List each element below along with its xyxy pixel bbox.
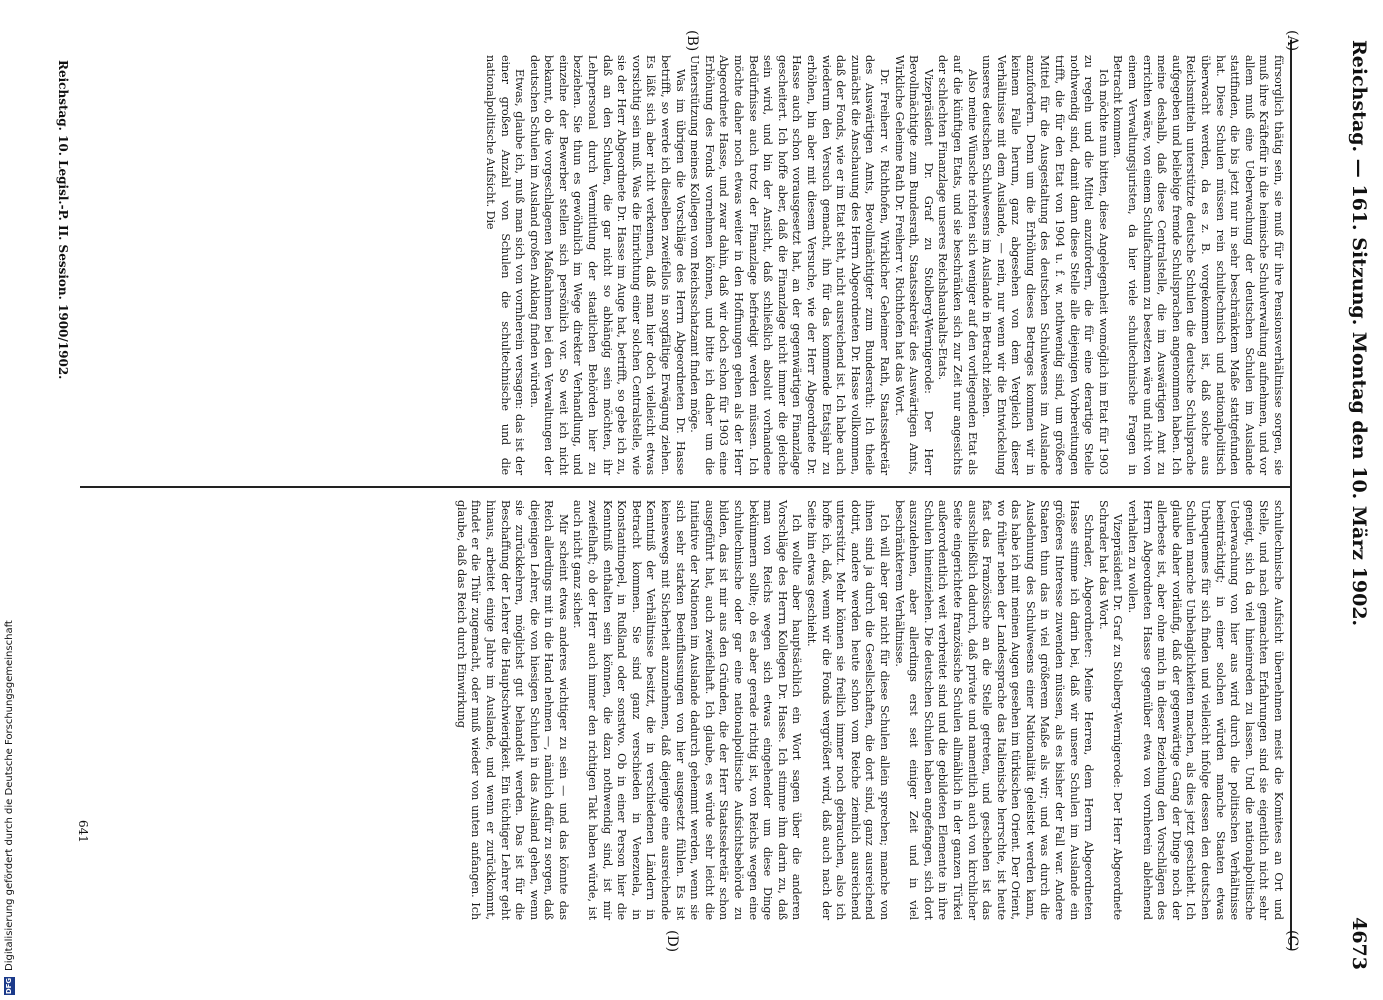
paragraph: Mir scheint etwas anderes wichtiger zu sein — und das könnte das Reich allerdings mit in die Hand nehmen —, nämlich dafür zu sorgen, daß diejenigen Lehrer, die von hiesigen Schulen in das Ausland gehen, wenn sie zurückkehren, möglichst gut behandelt werden. Das ist für die Beschaffung der Lehrer die Hauptschwierigkeit. Ein tüchtiger Lehrer geht hinaus, arbeitet einige Jahre im Auslande, und wenn er zurückkommt, findet er die Thür zugemacht, oder muß wieder von unten anfangen. Ich glaube, daß das Reich durch Einwirkung [454, 500, 570, 920]
paragraph: Vizepräsident Dr. Graf zu Stolberg-Wernigerode: Der Herr Abgeordnete Schrader hat das Wort. [1096, 500, 1125, 920]
paragraph: Ich wollte aber hauptsächlich ein Wort sagen über die anderen Vorschläge des Herrn Kollegen Dr. Hasse. Ich stimme ihm darin zu, daß man von Reichs wegen sich etwas eingehender um diese Dinge bekümmern sollte; ob es aber gerade richtig ist, von Reichs wegen eine schultechnische oder gar eine nationalpolitische Aufsichtsbehörde zu bilden, das ist mir aus den Gründen, die der Herr Staatssekretär schon ausgeführt hat, auch zweifelhaft. Ich glaube, es würde sehr leicht die Initiative der Nationen im Auslande dadurch gehemmt werden, wenn sie sich sehr starken Beeinflussungen von hier ausgesetzt fühlen. Es ist keineswegs mit Sicherheit anzunehmen, daß diejenige eine ausreichende Kenntniß der Verhältnisse besitzt, die in verschiedenen Ländern in Betracht kommen. Sie sind ganz verschieden in Venezuela, in Konstantinopel, in Rußland oder sonstwo. Ob in einer Person hier die Kenntniß enthalten sein können, die dazu nothwendig sind, ist mir zweifelhaft; ob der Herr auch immer den richtigen Takt haben würde, ist auch nicht ganz sicher. [571, 500, 804, 920]
header-title: Reichstag. — 161. Sitzung. Montag den 10. März 1902. [1348, 40, 1370, 627]
paragraph: Was im übrigen die Vorschläge des Herrn Abgeordneten Dr. Hasse betrifft, so werde ich dieselben zweifellos in sorgfältige Erwägung ziehen. Es läßt sich aber nicht verkennen, daß man hier doch vielleicht etwas vorsichtig sein muß. Was die Einrichtung einer solchen Centralstelle, wie sie der Herr Abgeordnete Dr. Hasse im Auge hat, betrifft, so gebe ich zu, daß an den Schulen, die gar nicht so abhängig sein möchten, ihr Lehrpersonal durch Vermittlung der staatlichen Behörden hier zu beziehen. Sie thun es gewöhnlich im Wege direkter Verhandlung, und einzelne der Bewerber stellen sich persönlich vor. So weit ich nicht bekannt, ob die vorgeschlagenen Maßnahmen bei den Verwaltungen der deutschen Schulen im Ausland großen Anklang finden würden. [527, 55, 687, 475]
paragraph: Ich will aber gar nicht für diese Schulen allein sprechen; manche von ihnen sind ja durch die Gesellschaften, die dort sind, ganz ausreichend dotirt, andere werden heute schon vom Reiche ziemlich ausreichend unterstützt. Mehr können sie freilich immer noch gebrauchen, also ich hoffe ich, daß, wenn wir die Fonds vergrößert wird, daß auch nach der Seite hin etwas geschieht. [805, 500, 891, 920]
header-page-number: 4673 [1348, 917, 1370, 970]
footer-page-number: 641 [76, 820, 90, 843]
margin-marker-b: (B) [684, 30, 700, 52]
text-column-right [85, 500, 1285, 920]
header-rule [1290, 40, 1292, 950]
paragraph: schultechnische Aufsicht übernehmen meist die Komitees an Ort und Stelle, und nach gemachten Erfahrungen sind sie eigentlich nicht sehr geneigt, sich da viel hineinreden zu lassen. Und die nationalpolitische Ueberwachung von hier aus wird durch die politischen Verhältnisse beeinträchtigt; in einer solchen würden manche Staaten etwas Unbequemes für sich finden und vielleicht infolge dessen den deutschen Schulen manche Unbehaglichkeiten machen, als dies jetzt geschieht. Ich glaube daher vorläufig, daß der gegenwärtige Gang der Dinge noch der allerbeste ist, aber ohne mich in dieser Beziehung den Vorschlägen des Herrn Abgeordneten Hasse gegenüber etwa von vornherein ablehnend verhalten zu wollen. [1126, 500, 1285, 920]
dfg-logo: DFG [5, 977, 13, 995]
margin-marker-d: (D) [664, 930, 680, 953]
paragraph: Schrader, Abgeordneter: Meine Herren, dem Herrn Abgeordneten Hasse stimme ich darin bei, daß wir unsere Schulen im Auslande ein größeres Interesse zuwenden müssen, als es bisher der Fall war. Andere Staaten thun das in viel größerem Maße als wir; und was durch die Ausdehnung des Schulwesens einer Nationalität geleistet werden kann, das habe ich mit meinen Augen gesehen im türkischen Orient. Der Orient, wo früher neben der Landessprache das Italienische herrschte, ist heute fast das Französische an die Stelle getreten, und geschehen ist das ausschließlich dadurch, daß private und namentlich auch von kirchlicher Seite eingerichtete französische Schulen allmählich in der ganzen Türkei außerordentlich weit verbreitet sind und die gebildeten Elemente in ihre Schulen hineinziehen. Die deutschen Schulen haben angefangen, sich dort auszudehnen, aber allerdings erst seit einiger Zeit und in viel beschränkterem Verhältnisse. [892, 500, 1096, 920]
paragraph: fürsorglich thätig sein, sie muß für ihre Pensionsverhältnisse sorgen, sie muß ihre Kräftefür in die heimische Schulverwaltung aufnehmen, und vor allem muß eine Ueberwachung der deutschen Schulen im Auslande stattfinden, die bis jetzt nur in sehr beschränktem Maße stattgefunden hat. Diese Schulen müssen rein schultechnisch und nationalpolitisch überwacht werden, da es z. B. vorgekommen ist, daß solche aus Reichsmitteln unterstützte deutsche Schulen die deutsche Schulsprache aufgegeben und beliebige fremde Schulsprachen angenommen haben. Ich meine deshalb, daß diese Centralstelle, die im Auswärtigen Amt zu errichten wäre, von einem Schulfachmann zu besetzen wäre und nicht von einem Verwaltungsjuristen, da hier viele schultechnische Fragen in Betracht kommen. [1111, 55, 1285, 475]
margin-marker-c: (C) [1284, 930, 1300, 952]
footer-citation: Reichstag. 10. Legisl.-P. II. Session. 1900/1902. [56, 60, 70, 380]
credit-text: Digitalisierung gefördert durch die Deutsche Forschungsgemeinschaft [4, 620, 15, 971]
paragraph: Vizepräsident Dr. Graf zu Stolberg-Wernigerode: Der Herr Bevollmächtigte zum Bundesrath, Staatssekretär des Auswärtigen Amts, Wirkliche Geheime Rath Dr. Freiherr v. Richthofen hat das Wort. [892, 55, 935, 475]
digitization-credit [4, 620, 15, 995]
paragraph: Ich möchte nun bitten, diese Angelegenheit womöglich im Etat für 1903 zu regeln und die Mittel anzufordern, die für eine derartige Stelle nothwendig sind, damit dann diese Stelle alle diejenigen Vorbereitungen trifft, die für den Etat von 1904 u. f. w. nothwendig sind, um größere Mittel für die Ausgestaltung des deutschen Schulwesens im Auslande anzufordern. Denn um die Erhöhung dieses Betrages kommen wir in keinem Falle herum, ganz abgesehen von dem Vergleich dieser Verhältnisse mit dem Auslande, — nein, nur wenn wir die Entwickelung unseres deutschen Schulwesens im Auslande in Betracht ziehen. [980, 55, 1110, 475]
paragraph: Dr. Freiherr v. Richthofen, Wirklicher Geheimer Rath, Staatssekretär des Auswärtigen Amts, Bevollmächtigter zum Bundesrath: Ich theile zunächst die Anschauung des Herrn Abgeordneten Dr. Hasse vollkommen, daß der Fonds, wie er im Etat steht, nicht ausreichend ist. Ich habe auch wiederum den Versuch gemacht, ihn für das kommende Etatsjahr zu erhöhen, bin aber mit diesem Versuche, wie der Herr Abgeordnete Dr. Hasse auch schon vorausgesetzt hat, an der gegenwärtigen Finanzlage gescheitert. Ich hoffe aber, daß die Finanzlage nicht immer die gleiche sein wird, und bin der Ansicht, daß schließlich absolut vorhandene Bedürfnisse auch trotz der Finanzlage befriedigt werden müssen. Ich möchte daher noch etwas weiter in den Hoffnungen gehen als der Herr Abgeordnete Hasse, und zwar dahin, daß wir doch schon für 1903 eine Erhöhung des Fonds vornehmen können, und bitte ich daher um die Unterstützung meines Kollegen vom Reichsschatzamt finden möge. [688, 55, 891, 475]
page-header [1330, 40, 1370, 970]
column-divider [80, 486, 1290, 488]
margin-marker-a: (A) [1284, 30, 1300, 52]
paragraph: Also meine Wünsche richten sich weniger auf den vorliegenden Etat als auf die künftigen Etats, und sie beschränken sich zur Zeit nur angesichts der schlechten Finanzlage unseres Reichshaushalts-Etats. [936, 55, 979, 475]
paragraph: Etwas, glaube ich, muß man sich von vornherein versagen: das ist der einer großen Anzahl von Schulen die schultechnische und die nationalpolitische Aufsicht. Die [483, 55, 527, 475]
text-column-left [85, 55, 1285, 475]
page-footer [56, 60, 70, 480]
